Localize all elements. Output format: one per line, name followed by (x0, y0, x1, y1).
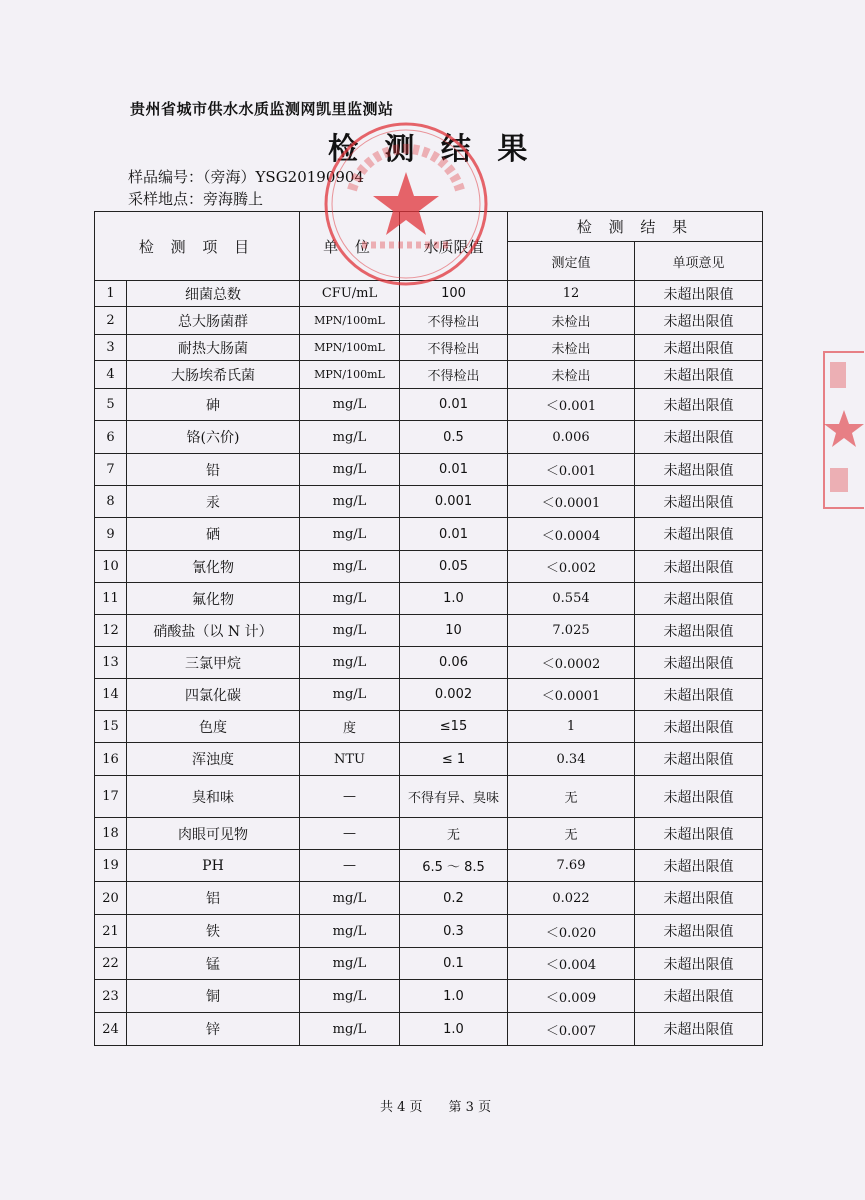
row-opinion: 未超出限值 (635, 1013, 763, 1046)
row-item: 铝 (127, 882, 300, 915)
row-unit: CFU/mL (300, 281, 400, 307)
table-row (95, 615, 763, 647)
row-measured-value: 0.554 (508, 583, 635, 615)
row-opinion: 未超出限值 (635, 335, 763, 361)
row-item: 硝酸盐（以 N 计） (127, 615, 300, 647)
row-limit: ≤ 1 (400, 743, 508, 776)
row-unit: mg/L (300, 679, 400, 711)
table-row (95, 850, 763, 882)
sampling-location-label: 采样地点： (128, 190, 204, 208)
row-measured-value: 0.006 (508, 421, 635, 454)
page-footer (380, 1096, 517, 1115)
table-row (95, 980, 763, 1013)
row-number: 11 (95, 583, 127, 615)
row-number: 5 (95, 389, 127, 421)
row-item: 硒 (127, 518, 300, 551)
row-opinion: 未超出限值 (635, 486, 763, 518)
row-measured-value: 未检出 (508, 307, 635, 335)
row-measured-value: 未检出 (508, 361, 635, 389)
results-table (94, 211, 763, 1046)
row-item: 浑浊度 (127, 743, 300, 776)
row-opinion: 未超出限值 (635, 281, 763, 307)
row-number: 19 (95, 850, 127, 882)
table-row (95, 281, 763, 307)
sampling-location-value: 旁海腾上 (203, 190, 264, 208)
row-item: 氰化物 (127, 551, 300, 583)
table-row (95, 915, 763, 948)
row-number: 17 (95, 776, 127, 818)
row-number: 4 (95, 361, 127, 389)
row-opinion: 未超出限值 (635, 948, 763, 980)
row-unit: MPN/100mL (300, 307, 400, 335)
row-limit: 100 (400, 281, 508, 307)
row-unit: mg/L (300, 647, 400, 679)
row-measured-value: ＜0.001 (508, 454, 635, 486)
table-row (95, 743, 763, 776)
row-item: 大肠埃希氏菌 (127, 361, 300, 389)
row-limit: 1.0 (400, 980, 508, 1013)
organization-name: 贵州省城市供水水质监测网凯里监测站 (130, 100, 394, 118)
row-number: 23 (95, 980, 127, 1013)
table-row (95, 583, 763, 615)
row-unit: mg/L (300, 615, 400, 647)
row-measured-value: ＜0.002 (508, 551, 635, 583)
row-limit: 0.3 (400, 915, 508, 948)
row-opinion: 未超出限值 (635, 361, 763, 389)
sample-number-value: （旁海）YSG20190904 (203, 168, 365, 186)
row-opinion: 未超出限值 (635, 711, 763, 743)
row-item: 臭和味 (127, 776, 300, 818)
row-unit: 度 (300, 711, 400, 743)
row-number: 9 (95, 518, 127, 551)
row-opinion: 未超出限值 (635, 615, 763, 647)
row-limit: 6.5 ～ 8.5 (400, 850, 508, 882)
row-opinion: 未超出限值 (635, 980, 763, 1013)
row-item: 氟化物 (127, 583, 300, 615)
page-title: 检 测 结 果 (328, 132, 536, 167)
row-item: 铁 (127, 915, 300, 948)
header-unit: 单 位 (300, 212, 400, 281)
row-measured-value: 0.022 (508, 882, 635, 915)
row-item: 铬(六价) (127, 421, 300, 454)
row-measured-value: 12 (508, 281, 635, 307)
row-item: 肉眼可见物 (127, 818, 300, 850)
table-row (95, 361, 763, 389)
row-measured-value: ＜0.0004 (508, 518, 635, 551)
sampling-location-line (128, 188, 263, 209)
row-unit: mg/L (300, 421, 400, 454)
row-unit: mg/L (300, 389, 400, 421)
row-unit: mg/L (300, 518, 400, 551)
row-limit: 1.0 (400, 583, 508, 615)
row-opinion: 未超出限值 (635, 776, 763, 818)
row-measured-value: 7.025 (508, 615, 635, 647)
row-unit: MPN/100mL (300, 361, 400, 389)
row-unit: mg/L (300, 948, 400, 980)
row-number: 6 (95, 421, 127, 454)
row-number: 20 (95, 882, 127, 915)
row-opinion: 未超出限值 (635, 307, 763, 335)
row-number: 16 (95, 743, 127, 776)
row-item: 铅 (127, 454, 300, 486)
row-measured-value: ＜0.009 (508, 980, 635, 1013)
row-limit: 0.01 (400, 518, 508, 551)
sample-number-label: 样品编号： (128, 168, 204, 186)
table-row (95, 551, 763, 583)
row-limit: 不得检出 (400, 307, 508, 335)
row-measured-value: ＜0.001 (508, 389, 635, 421)
table-row (95, 335, 763, 361)
row-opinion: 未超出限值 (635, 679, 763, 711)
row-limit: 1.0 (400, 1013, 508, 1046)
row-number: 14 (95, 679, 127, 711)
table-row (95, 647, 763, 679)
row-opinion: 未超出限值 (635, 421, 763, 454)
table-row (95, 948, 763, 980)
row-opinion: 未超出限值 (635, 551, 763, 583)
row-number: 22 (95, 948, 127, 980)
row-unit: mg/L (300, 980, 400, 1013)
row-opinion: 未超出限值 (635, 882, 763, 915)
row-opinion: 未超出限值 (635, 454, 763, 486)
row-item: 汞 (127, 486, 300, 518)
row-measured-value: 未检出 (508, 335, 635, 361)
row-item: PH (127, 850, 300, 882)
header-item: 检 测 项 目 (95, 212, 300, 281)
table-row (95, 818, 763, 850)
row-number: 10 (95, 551, 127, 583)
table-row (95, 389, 763, 421)
row-limit: 0.001 (400, 486, 508, 518)
row-limit: 0.01 (400, 389, 508, 421)
current-page: 第 3 页 (448, 1100, 492, 1115)
row-opinion: 未超出限值 (635, 743, 763, 776)
row-unit: NTU (300, 743, 400, 776)
row-unit: — (300, 818, 400, 850)
row-unit: mg/L (300, 882, 400, 915)
row-limit: 不得有异、臭味 (400, 776, 508, 818)
row-limit: ≤15 (400, 711, 508, 743)
row-unit: — (300, 850, 400, 882)
row-number: 8 (95, 486, 127, 518)
row-measured-value: ＜0.020 (508, 915, 635, 948)
row-measured-value: 7.69 (508, 850, 635, 882)
row-unit: — (300, 776, 400, 818)
row-number: 24 (95, 1013, 127, 1046)
row-number: 21 (95, 915, 127, 948)
row-limit: 0.1 (400, 948, 508, 980)
row-item: 四氯化碳 (127, 679, 300, 711)
row-item: 砷 (127, 389, 300, 421)
row-number: 13 (95, 647, 127, 679)
row-measured-value: 1 (508, 711, 635, 743)
side-seal-fragment-icon (820, 350, 865, 510)
row-opinion: 未超出限值 (635, 518, 763, 551)
row-item: 色度 (127, 711, 300, 743)
row-unit: mg/L (300, 551, 400, 583)
row-item: 细菌总数 (127, 281, 300, 307)
row-number: 15 (95, 711, 127, 743)
header-result-group: 检 测 结 果 (508, 212, 763, 242)
table-row (95, 1013, 763, 1046)
row-limit: 0.002 (400, 679, 508, 711)
table-row (95, 486, 763, 518)
table-row (95, 711, 763, 743)
sample-number-line (128, 166, 364, 187)
table-row (95, 421, 763, 454)
row-limit: 不得检出 (400, 361, 508, 389)
row-item: 耐热大肠菌 (127, 335, 300, 361)
row-measured-value: ＜0.007 (508, 1013, 635, 1046)
row-limit: 0.06 (400, 647, 508, 679)
row-opinion: 未超出限值 (635, 389, 763, 421)
row-unit: mg/L (300, 1013, 400, 1046)
row-number: 18 (95, 818, 127, 850)
row-unit: mg/L (300, 454, 400, 486)
row-limit: 不得检出 (400, 335, 508, 361)
row-measured-value: ＜0.0001 (508, 679, 635, 711)
table-row (95, 518, 763, 551)
row-unit: mg/L (300, 915, 400, 948)
row-number: 3 (95, 335, 127, 361)
row-number: 7 (95, 454, 127, 486)
table-row (95, 882, 763, 915)
row-item: 总大肠菌群 (127, 307, 300, 335)
row-measured-value: ＜0.0001 (508, 486, 635, 518)
row-number: 1 (95, 281, 127, 307)
row-measured-value: 0.34 (508, 743, 635, 776)
total-pages: 共 4 页 (380, 1100, 423, 1115)
table-row (95, 776, 763, 818)
row-unit: MPN/100mL (300, 335, 400, 361)
row-number: 2 (95, 307, 127, 335)
header-opinion: 单项意见 (635, 242, 763, 281)
row-opinion: 未超出限值 (635, 850, 763, 882)
header-limit: 水质限值 (400, 212, 508, 281)
row-item: 锰 (127, 948, 300, 980)
row-limit: 0.01 (400, 454, 508, 486)
table-row (95, 679, 763, 711)
row-opinion: 未超出限值 (635, 915, 763, 948)
row-item: 锌 (127, 1013, 300, 1046)
table-row (95, 307, 763, 335)
row-limit: 0.5 (400, 421, 508, 454)
row-unit: mg/L (300, 583, 400, 615)
row-measured-value: 无 (508, 818, 635, 850)
row-measured-value: ＜0.004 (508, 948, 635, 980)
header-measured-value: 测定值 (508, 242, 635, 281)
row-item: 三氯甲烷 (127, 647, 300, 679)
row-item: 铜 (127, 980, 300, 1013)
row-opinion: 未超出限值 (635, 647, 763, 679)
row-opinion: 未超出限值 (635, 583, 763, 615)
row-measured-value: ＜0.0002 (508, 647, 635, 679)
row-limit: 0.2 (400, 882, 508, 915)
table-row (95, 454, 763, 486)
row-limit: 10 (400, 615, 508, 647)
row-measured-value: 无 (508, 776, 635, 818)
results-body (95, 281, 763, 1046)
row-unit: mg/L (300, 486, 400, 518)
row-opinion: 未超出限值 (635, 818, 763, 850)
row-limit: 0.05 (400, 551, 508, 583)
row-limit: 无 (400, 818, 508, 850)
row-number: 12 (95, 615, 127, 647)
